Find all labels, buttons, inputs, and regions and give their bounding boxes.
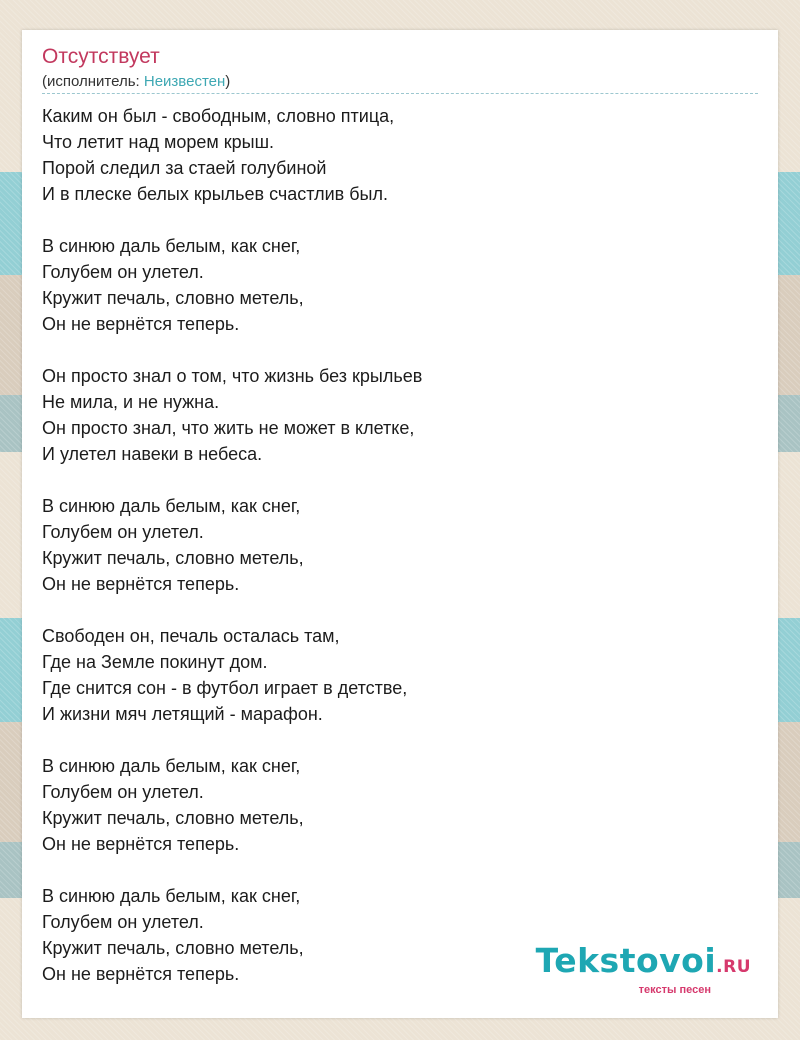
lyric-line: Свободен он, печаль осталась там, [42, 626, 340, 646]
song-title: Отсутствует [42, 45, 160, 68]
lyric-line: Голубем он улетел. [42, 782, 204, 802]
lyric-line: Он не вернётся теперь. [42, 314, 240, 334]
stanza [42, 233, 758, 337]
lyric-line: В синюю даль белым, как снег, [42, 496, 301, 516]
lyric-line: В синюю даль белым, как снег, [42, 886, 301, 906]
lyric-line: И жизни мяч летящий - марафон. [42, 704, 323, 724]
lyric-line: Голубем он улетел. [42, 522, 204, 542]
lyric-line: Он не вернётся теперь. [42, 964, 240, 984]
lyric-line: Каким он был - свободным, словно птица, [42, 106, 395, 126]
stanza [42, 753, 758, 857]
lyric-line: Где на Земле покинут дом. [42, 652, 268, 672]
logo-wordmark [535, 941, 751, 984]
lyric-line: Кружит печаль, словно метель, [42, 288, 304, 308]
logo-tagline: тексты песен [638, 984, 711, 996]
lyric-line: Голубем он улетел. [42, 262, 204, 282]
lyric-line: Он просто знал о том, что жизнь без крыльев [42, 366, 423, 386]
lyric-line: Кружит печаль, словно метель, [42, 548, 304, 568]
lyric-line: Порой следил за стаей голубиной [42, 158, 327, 178]
stanza [42, 363, 758, 467]
lyrics-sheet [22, 30, 778, 1018]
lyric-line: Он просто знал, что жить не может в клетке, [42, 418, 415, 438]
artist-line [42, 73, 230, 91]
artist-suffix: ) [225, 73, 231, 90]
lyric-line: Кружит печаль, словно метель, [42, 808, 304, 828]
stanza [42, 623, 758, 727]
logo-tld: .RU [716, 957, 751, 977]
lyric-line: И в плеске белых крыльев счастлив был. [42, 184, 388, 204]
stanza [42, 493, 758, 597]
lyric-line: И улетел навеки в небеса. [42, 444, 263, 464]
lyric-line: Где снится сон - в футбол играет в детстве, [42, 678, 408, 698]
lyric-line: Он не вернётся теперь. [42, 574, 240, 594]
lyric-line: Голубем он улетел. [42, 912, 204, 932]
title-divider [42, 93, 758, 94]
artist-prefix: (исполнитель: [42, 73, 144, 90]
lyric-line: Что летит над морем крыш. [42, 132, 275, 152]
lyric-line: Он не вернётся теперь. [42, 834, 240, 854]
lyric-line: Не мила, и не нужна. [42, 392, 220, 412]
stanza [42, 103, 758, 207]
lyric-line: В синюю даль белым, как снег, [42, 236, 301, 256]
lyric-line: В синюю даль белым, как снег, [42, 756, 301, 776]
lyrics-body [42, 103, 758, 1013]
artist-link[interactable]: Неизвестен [143, 73, 226, 90]
site-logo[interactable] [535, 941, 751, 996]
lyric-line: Кружит печаль, словно метель, [42, 938, 304, 958]
logo-main-text: Tekstovoi [535, 941, 717, 980]
